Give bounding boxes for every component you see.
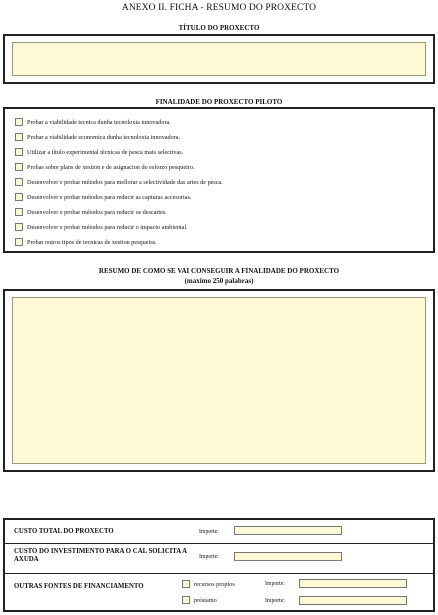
checkbox[interactable] bbox=[15, 148, 23, 156]
finalidade-option[interactable] bbox=[15, 206, 167, 218]
own-resources-label: recursos propios bbox=[194, 580, 235, 588]
option-label: Desenvolver e probar métodos para reducir o impacto ambiental. bbox=[27, 223, 188, 231]
total-cost-field[interactable] bbox=[234, 526, 342, 535]
finalidade-option[interactable] bbox=[15, 131, 180, 143]
investment-cost-field[interactable] bbox=[234, 552, 342, 561]
loan-field[interactable] bbox=[299, 596, 407, 605]
option-label: Utilizar a título experimental técnicas de pesca mais selectivas. bbox=[27, 148, 184, 156]
option-label: Probar a viabilidade economica dunha tecnoloxia innovadora. bbox=[27, 133, 181, 141]
checkbox[interactable] bbox=[15, 223, 23, 231]
project-title-heading: TÍTULO DO PROXECTO bbox=[178, 24, 260, 32]
option-label: Probar outros tipos de tecnicas de xestion pesqueira. bbox=[27, 238, 157, 246]
page-title: ANEXO II. FICHA - RESUMO DO PROXECTO bbox=[121, 3, 317, 13]
checkbox[interactable] bbox=[15, 178, 23, 186]
option-label: Probas sobre plans de xestion e de asignacion do esforzo pesqueiro. bbox=[27, 163, 195, 171]
total-cost-label: CUSTO TOTAL DO PROXECTO bbox=[14, 528, 114, 535]
own-resources-option[interactable] bbox=[182, 578, 235, 590]
option-label: Probar a viabilidade tecnica dunha tecnoloxia innovadora. bbox=[27, 118, 171, 126]
project-title-field[interactable] bbox=[12, 42, 426, 76]
finalidade-option[interactable] bbox=[15, 236, 157, 248]
checkbox[interactable] bbox=[15, 238, 23, 246]
importe-label: Importe: bbox=[265, 581, 285, 587]
option-label: Desenvolver e probar métodos para mellorar a selectividade das artes de pesca. bbox=[27, 178, 223, 186]
costs-section bbox=[3, 518, 435, 612]
checkbox[interactable] bbox=[182, 580, 190, 588]
checkbox[interactable] bbox=[15, 193, 23, 201]
option-label: Desenvolver e probar métodos para reducir os descartes. bbox=[27, 208, 167, 216]
checkbox[interactable] bbox=[15, 133, 23, 141]
option-label: Desenvolver e probar métodos para reducir as capturas accesorias. bbox=[27, 193, 192, 201]
finalidade-option[interactable] bbox=[15, 191, 191, 203]
resumo-subheading: (maximo 250 palabras) bbox=[184, 277, 254, 285]
row-divider bbox=[5, 573, 433, 574]
resumo-heading: RESUMO DE COMO SE VAI CONSEGUIR A FINALIDADE DO PROXECTO bbox=[98, 267, 340, 275]
finalidade-option[interactable] bbox=[15, 116, 171, 128]
project-title-section bbox=[3, 34, 435, 84]
checkbox[interactable] bbox=[15, 118, 23, 126]
own-resources-field[interactable] bbox=[299, 579, 407, 588]
other-funding-label: OUTRAS FONTES DE FINANCIAMENTO bbox=[14, 583, 144, 590]
row-divider bbox=[5, 543, 433, 544]
importe-label: Importe: bbox=[265, 598, 285, 604]
finalidade-section bbox=[3, 107, 435, 253]
finalidade-option[interactable] bbox=[15, 221, 188, 233]
investment-cost-label: CUSTO DO INVESTIMENTO PARA O CAL SOLICITA A AXUDA bbox=[14, 548, 187, 563]
importe-label: Importe: bbox=[199, 554, 219, 560]
loan-label: préstamo bbox=[194, 596, 217, 604]
resumo-field[interactable] bbox=[12, 297, 426, 464]
checkbox[interactable] bbox=[15, 163, 23, 171]
finalidade-option[interactable] bbox=[15, 176, 223, 188]
finalidade-heading: FINALIDADE DO PROXECTO PILOTO bbox=[155, 98, 283, 106]
finalidade-option[interactable] bbox=[15, 146, 183, 158]
importe-label: Importe: bbox=[199, 529, 219, 535]
checkbox[interactable] bbox=[182, 596, 190, 604]
checkbox[interactable] bbox=[15, 208, 23, 216]
loan-option[interactable] bbox=[182, 594, 217, 606]
resumo-section bbox=[3, 289, 435, 472]
finalidade-option[interactable] bbox=[15, 161, 195, 173]
